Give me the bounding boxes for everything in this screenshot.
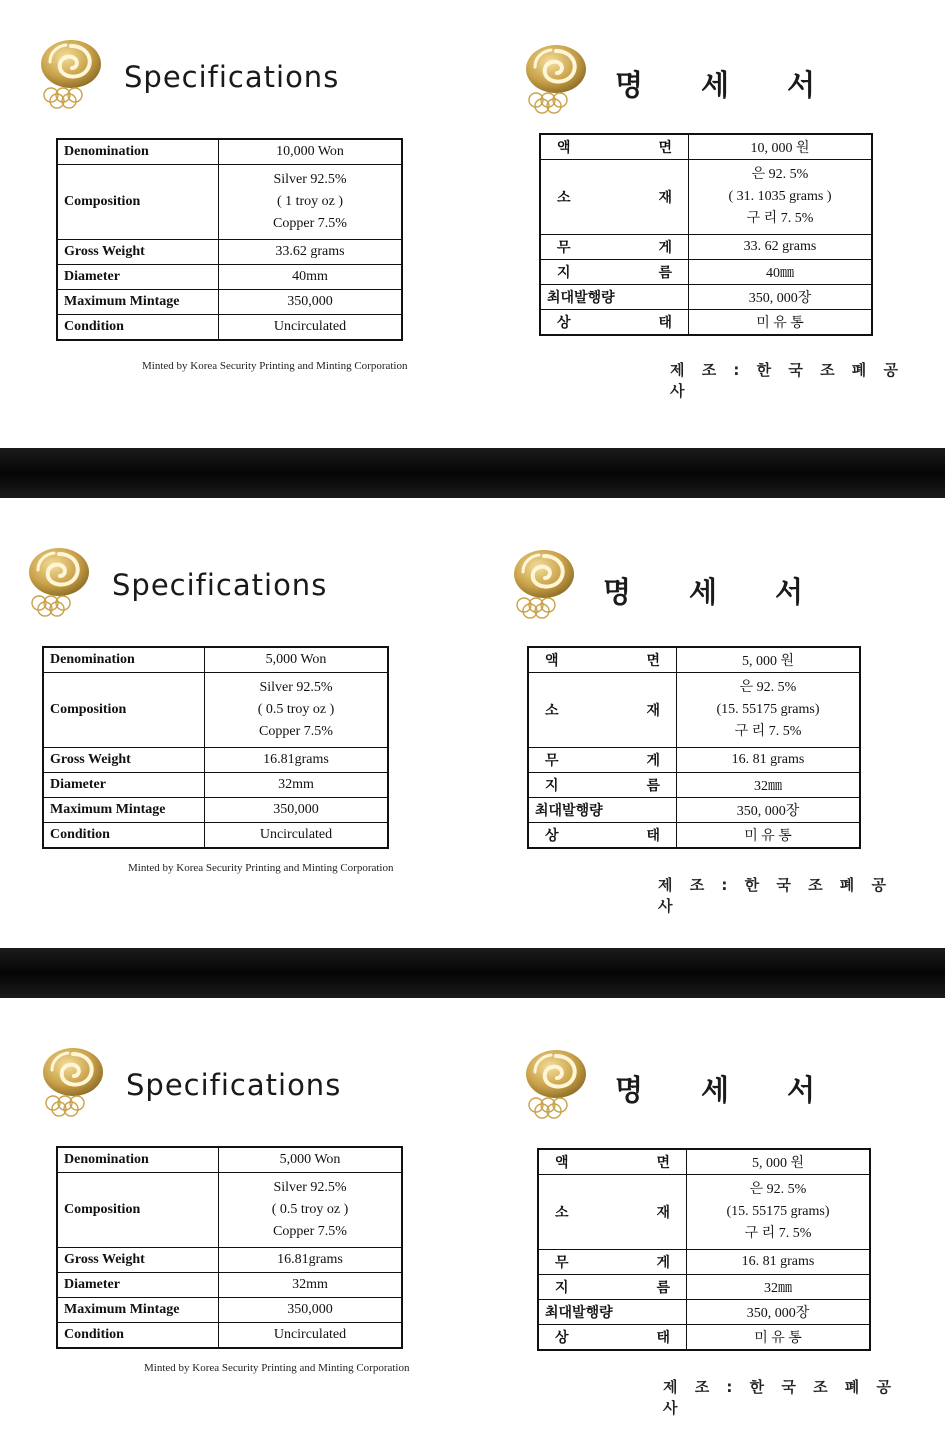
row-label: Gross Weight — [57, 240, 219, 265]
korean-title — [615, 63, 815, 104]
composition-line: 은 92. 5% — [749, 1182, 807, 1197]
row-label: 최대발행량 — [540, 285, 689, 310]
label-char: 지 — [555, 1281, 569, 1296]
title-char: 세 — [701, 68, 730, 102]
row-label — [538, 1275, 687, 1300]
label-char: 상 — [555, 1331, 569, 1346]
label-char: 면 — [656, 1156, 670, 1171]
composition-line: 구 리 7. 5% — [734, 724, 802, 739]
label-char: 상 — [545, 829, 559, 844]
mint-note: Minted by Korea Security Printing and Minting Corporation — [128, 862, 394, 874]
composition-value — [219, 165, 403, 240]
table-row — [43, 647, 388, 673]
row-label: Condition — [57, 1323, 219, 1349]
label-char: 무 — [545, 754, 559, 769]
label-char: 름 — [646, 779, 660, 794]
row-label — [538, 1175, 687, 1250]
row-label — [528, 673, 677, 748]
row-value: 350, 000장 — [677, 798, 861, 823]
table-row — [540, 160, 872, 235]
table-row — [528, 773, 860, 798]
title-char: 명 — [615, 1073, 644, 1107]
row-value: 32mm — [219, 1273, 403, 1298]
row-label: Composition — [43, 673, 205, 748]
specifications-title: Specifications — [124, 60, 340, 94]
label-char: 름 — [656, 1281, 670, 1296]
separator-band-2 — [0, 948, 945, 998]
table-row — [538, 1275, 870, 1300]
label-char: 액 — [545, 654, 559, 669]
composition-line: (15. 55175 grams) — [716, 702, 820, 717]
row-value: 33. 62 grams — [689, 235, 873, 260]
row-label: Condition — [57, 315, 219, 341]
composition-line: Silver 92.5% — [259, 680, 333, 695]
composition-line: ( 31. 1035 grams ) — [728, 189, 832, 204]
table-row — [538, 1250, 870, 1275]
label-char: 면 — [646, 654, 660, 669]
korean-title — [603, 570, 803, 611]
composition-line: Silver 92.5% — [273, 1180, 347, 1195]
composition-line: 은 92. 5% — [739, 680, 797, 695]
row-label: Condition — [43, 823, 205, 849]
row-value: 350, 000장 — [689, 285, 873, 310]
composition-line: Copper 7.5% — [273, 1224, 347, 1239]
composition-value — [219, 1173, 403, 1248]
table-row — [43, 748, 388, 773]
table-row — [528, 647, 860, 673]
row-label: Maximum Mintage — [43, 798, 205, 823]
label-char: 소 — [557, 191, 571, 206]
row-label: Composition — [57, 1173, 219, 1248]
label-char: 태 — [656, 1331, 670, 1346]
composition-value — [687, 1175, 871, 1250]
row-value: 10, 000 원 — [689, 134, 873, 160]
row-value: 33.62 grams — [219, 240, 403, 265]
row-label: Diameter — [57, 265, 219, 290]
table-row — [43, 673, 388, 748]
table-row — [540, 235, 872, 260]
row-label: 최대발행량 — [538, 1300, 687, 1325]
korean-spec-table — [537, 1148, 871, 1351]
label-char: 게 — [656, 1256, 670, 1271]
composition-line: 구 리 7. 5% — [744, 1226, 812, 1241]
table-row — [57, 290, 402, 315]
table-row — [540, 310, 872, 336]
row-label — [538, 1250, 687, 1275]
label-char: 태 — [658, 316, 672, 331]
row-value: 16. 81 grams — [677, 748, 861, 773]
row-value: 350, 000장 — [687, 1300, 871, 1325]
table-row — [538, 1149, 870, 1175]
composition-line: (15. 55175 grams) — [726, 1204, 830, 1219]
table-row — [528, 823, 860, 849]
spec-card-ko-1 — [515, 35, 915, 425]
mint-note: Minted by Korea Security Printing and Minting Corporation — [144, 1362, 410, 1374]
table-row — [538, 1175, 870, 1250]
row-value: 32㎜ — [677, 773, 861, 798]
label-char: 지 — [557, 266, 571, 281]
korean-title — [615, 1068, 815, 1109]
specifications-table — [56, 138, 403, 341]
table-row — [540, 285, 872, 310]
composition-value — [677, 673, 861, 748]
row-label — [528, 773, 677, 798]
row-value: 미 유 통 — [687, 1325, 871, 1351]
table-row — [540, 260, 872, 285]
table-row — [57, 240, 402, 265]
table-row — [43, 773, 388, 798]
seoul-olympic-swirl-icon — [517, 1042, 595, 1120]
label-char: 상 — [557, 316, 571, 331]
manufacturer-note: 제 조 : 한 국 조 폐 공 사 — [658, 876, 892, 915]
spec-card-ko-3 — [515, 1040, 915, 1430]
composition-line: 구 리 7. 5% — [746, 211, 814, 226]
row-label — [540, 310, 689, 336]
row-label — [538, 1149, 687, 1175]
label-char: 재 — [658, 191, 672, 206]
label-char: 무 — [557, 241, 571, 256]
row-label: Diameter — [43, 773, 205, 798]
row-label: Maximum Mintage — [57, 1298, 219, 1323]
title-char: 명 — [603, 575, 632, 609]
title-char: 세 — [701, 1073, 730, 1107]
row-value: 40mm — [219, 265, 403, 290]
row-label: 최대발행량 — [528, 798, 677, 823]
row-label: Maximum Mintage — [57, 290, 219, 315]
spec-card-en-2 — [18, 538, 418, 928]
row-value: Uncirculated — [219, 1323, 403, 1349]
manufacturer-note: 제 조 : 한 국 조 폐 공 사 — [670, 361, 904, 400]
row-value: 350,000 — [205, 798, 389, 823]
seoul-olympic-swirl-icon — [32, 32, 110, 110]
table-row — [528, 673, 860, 748]
label-char: 소 — [545, 704, 559, 719]
spec-card-en-3 — [32, 1038, 432, 1428]
row-value: 5,000 Won — [205, 647, 389, 673]
row-label: Gross Weight — [43, 748, 205, 773]
composition-line: Copper 7.5% — [259, 724, 333, 739]
table-row — [57, 1323, 402, 1349]
row-value: 5, 000 원 — [677, 647, 861, 673]
row-value: 미 유 통 — [677, 823, 861, 849]
row-label — [528, 748, 677, 773]
table-row — [57, 1147, 402, 1173]
row-value: 40㎜ — [689, 260, 873, 285]
spec-card-ko-2 — [503, 540, 903, 930]
table-row — [57, 315, 402, 341]
title-char: 서 — [787, 68, 816, 102]
label-char: 무 — [555, 1256, 569, 1271]
manufacturer-note: 제 조 : 한 국 조 폐 공 사 — [663, 1378, 897, 1417]
seoul-olympic-swirl-icon — [20, 540, 98, 618]
table-row — [57, 1173, 402, 1248]
row-label: Denomination — [43, 647, 205, 673]
title-char: 세 — [689, 575, 718, 609]
seoul-olympic-swirl-icon — [505, 542, 583, 620]
title-char: 서 — [775, 575, 804, 609]
composition-line: Copper 7.5% — [273, 216, 347, 231]
composition-line: Silver 92.5% — [273, 172, 347, 187]
row-value: 미 유 통 — [689, 310, 873, 336]
row-value: 16. 81 grams — [687, 1250, 871, 1275]
row-label — [528, 647, 677, 673]
label-char: 액 — [557, 141, 571, 156]
row-label — [540, 134, 689, 160]
label-char: 게 — [658, 241, 672, 256]
composition-value — [689, 160, 873, 235]
row-label — [538, 1325, 687, 1351]
label-char: 태 — [646, 829, 660, 844]
row-label: Gross Weight — [57, 1248, 219, 1273]
spec-card-en-1 — [30, 30, 430, 420]
row-value: Uncirculated — [205, 823, 389, 849]
composition-line: ( 1 troy oz ) — [276, 194, 344, 209]
table-row — [528, 748, 860, 773]
row-label: Denomination — [57, 1147, 219, 1173]
composition-value — [205, 673, 389, 748]
row-label: Diameter — [57, 1273, 219, 1298]
korean-spec-table — [539, 133, 873, 336]
table-row — [528, 798, 860, 823]
title-char: 서 — [787, 1073, 816, 1107]
table-row — [57, 1273, 402, 1298]
table-row — [538, 1300, 870, 1325]
row-value: 5, 000 원 — [687, 1149, 871, 1175]
table-row — [57, 1248, 402, 1273]
table-row — [538, 1325, 870, 1351]
row-label: Denomination — [57, 139, 219, 165]
label-char: 소 — [555, 1206, 569, 1221]
table-row — [57, 165, 402, 240]
mint-note: Minted by Korea Security Printing and Minting Corporation — [142, 360, 408, 372]
composition-line: ( 0.5 troy oz ) — [271, 1202, 349, 1217]
label-char: 름 — [658, 266, 672, 281]
row-label — [540, 260, 689, 285]
row-label — [528, 823, 677, 849]
row-value: 5,000 Won — [219, 1147, 403, 1173]
row-value: Uncirculated — [219, 315, 403, 341]
row-label — [540, 160, 689, 235]
title-char: 명 — [615, 68, 644, 102]
seoul-olympic-swirl-icon — [34, 1040, 112, 1118]
specifications-table — [42, 646, 389, 849]
specifications-title: Specifications — [126, 1068, 342, 1102]
separator-band-1 — [0, 448, 945, 498]
specifications-title: Specifications — [112, 568, 328, 602]
table-row — [43, 798, 388, 823]
row-value: 350,000 — [219, 290, 403, 315]
label-char: 면 — [658, 141, 672, 156]
row-value: 350,000 — [219, 1298, 403, 1323]
table-row — [57, 139, 402, 165]
composition-line: 은 92. 5% — [751, 167, 809, 182]
label-char: 재 — [656, 1206, 670, 1221]
table-row — [43, 823, 388, 849]
label-char: 게 — [646, 754, 660, 769]
korean-spec-table — [527, 646, 861, 849]
row-value: 16.81grams — [219, 1248, 403, 1273]
row-value: 16.81grams — [205, 748, 389, 773]
label-char: 재 — [646, 704, 660, 719]
label-char: 지 — [545, 779, 559, 794]
row-value: 10,000 Won — [219, 139, 403, 165]
row-value: 32㎜ — [687, 1275, 871, 1300]
table-row — [540, 134, 872, 160]
table-row — [57, 1298, 402, 1323]
label-char: 액 — [555, 1156, 569, 1171]
specifications-table — [56, 1146, 403, 1349]
row-label: Composition — [57, 165, 219, 240]
row-value: 32mm — [205, 773, 389, 798]
seoul-olympic-swirl-icon — [517, 37, 595, 115]
table-row — [57, 265, 402, 290]
composition-line: ( 0.5 troy oz ) — [257, 702, 335, 717]
row-label — [540, 235, 689, 260]
